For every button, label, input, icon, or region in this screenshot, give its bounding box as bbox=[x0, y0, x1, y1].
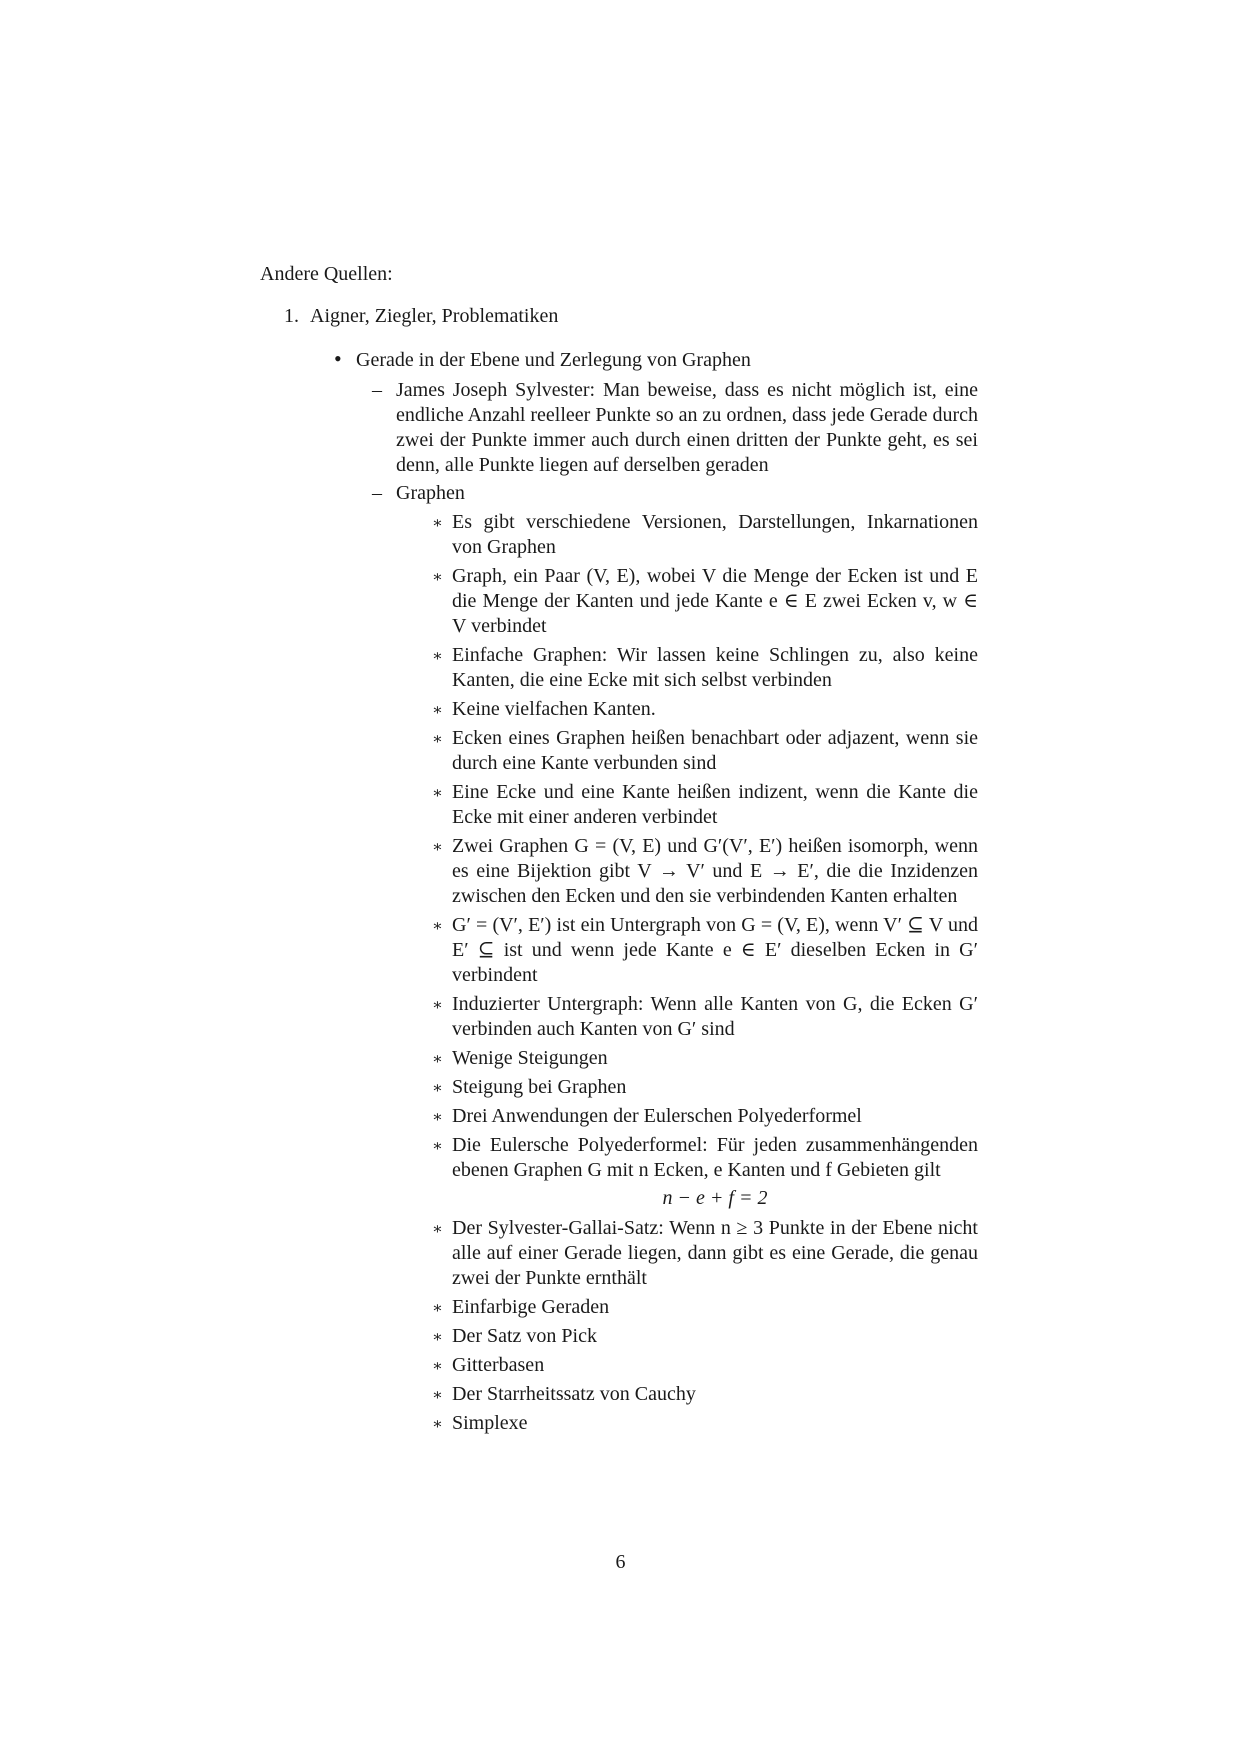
star-marker: ∗ bbox=[432, 839, 443, 856]
star-marker: ∗ bbox=[432, 702, 443, 719]
star-item-text: Induzierter Untergraph: Wenn alle Kanten von G, die Ecken G′ verbinden auch Kanten von G′ sind bbox=[452, 993, 978, 1040]
star-item-text: Es gibt verschiedene Versionen, Darstellungen, Inkarnationen von Graphen bbox=[452, 511, 978, 558]
star-item bbox=[432, 1411, 978, 1436]
star-item-text: G′ = (V′, E′) ist ein Untergraph von G = (V, E), wenn V′ ⊆ V und E′ ⊆ ist und wenn jede Kante e ∈ E′ dieselben Ecken in G′ verbindent bbox=[452, 914, 978, 986]
star-item-text: Wenige Steigungen bbox=[452, 1047, 608, 1069]
star-list bbox=[396, 510, 978, 1436]
star-item-text: Simplexe bbox=[452, 1412, 528, 1434]
star-item bbox=[432, 726, 978, 776]
star-item bbox=[432, 1353, 978, 1378]
star-item-text: Einfache Graphen: Wir lassen keine Schlingen zu, also keine Kanten, die eine Ecke mit sich selbst verbinden bbox=[452, 644, 978, 691]
star-item bbox=[432, 643, 978, 693]
star-item bbox=[432, 1075, 978, 1100]
star-item bbox=[432, 510, 978, 560]
star-item bbox=[432, 697, 978, 722]
star-marker: ∗ bbox=[432, 1109, 443, 1126]
star-marker: ∗ bbox=[432, 1080, 443, 1097]
bullet-item bbox=[334, 346, 994, 373]
star-marker: ∗ bbox=[432, 1300, 443, 1317]
star-item-text: Keine vielfachen Kanten. bbox=[452, 698, 656, 720]
star-marker: ∗ bbox=[432, 569, 443, 586]
dash-item-text: James Joseph Sylvester: Man beweise, dass es nicht möglich ist, eine endliche Anzahl reelleer Punkte so an zu ordnen, dass jede Gerade durch zwei der Punkte immer auch durch einen dritten der Punkte geht, es sei denn, alle Punkte liegen auf derselben geraden bbox=[396, 379, 978, 476]
star-item-text: Der Sylvester-Gallai-Satz: Wenn n ≥ 3 Punkte in der Ebene nicht alle auf einer Gerade liegen, dann gibt es eine Gerade, die genau zwei der Punkte ernthält bbox=[452, 1217, 978, 1289]
euler-formula: n − e + f = 2 bbox=[662, 1187, 768, 1209]
star-marker: ∗ bbox=[432, 1416, 443, 1433]
star-item bbox=[432, 1216, 978, 1291]
star-item-text: Steigung bei Graphen bbox=[452, 1076, 627, 1098]
star-item bbox=[432, 992, 978, 1042]
bullet-text: Gerade in der Ebene und Zerlegung von Graphen bbox=[356, 349, 751, 371]
star-marker: ∗ bbox=[432, 731, 443, 748]
star-item-text: Drei Anwendungen der Eulerschen Polyederformel bbox=[452, 1105, 862, 1127]
star-item bbox=[432, 1382, 978, 1407]
star-marker: ∗ bbox=[432, 1051, 443, 1068]
star-marker: ∗ bbox=[432, 1387, 443, 1404]
dash-item-text: Graphen bbox=[396, 482, 465, 504]
star-item-text: Zwei Graphen G = (V, E) und G′(V′, E′) heißen isomorph, wenn es eine Bijektion gibt V → V′ und E → E′, die die Inzidenzen zwischen den Ecken und den sie verbindenden Kanten erhalten bbox=[452, 835, 978, 907]
star-item-text: Der Satz von Pick bbox=[452, 1325, 597, 1347]
star-item bbox=[432, 1046, 978, 1071]
enum-item-1 bbox=[284, 304, 984, 329]
star-item-text: Einfarbige Geraden bbox=[452, 1296, 610, 1318]
star-marker: ∗ bbox=[432, 515, 443, 532]
enum-text: Aigner, Ziegler, Problematiken bbox=[310, 305, 559, 327]
star-item bbox=[432, 1295, 978, 1320]
star-marker: ∗ bbox=[432, 1138, 443, 1155]
star-item-text: Die Eulersche Polyederformel: Für jeden zusammenhängenden ebenen Graphen G mit n Ecken, e Kanten und f Gebieten gilt bbox=[452, 1134, 978, 1181]
page-number: 6 bbox=[615, 1551, 626, 1573]
bullet-marker: • bbox=[334, 346, 342, 371]
enum-number: 1. bbox=[284, 305, 299, 327]
star-marker: ∗ bbox=[432, 1221, 443, 1238]
star-item bbox=[432, 1133, 978, 1211]
star-item-text: Eine Ecke und eine Kante heißen indizent, wenn die Kante die Ecke mit einer anderen verbindet bbox=[452, 781, 978, 828]
star-item-text: Graph, ein Paar (V, E), wobei V die Menge der Ecken ist und E die Menge der Kanten und jede Kante e ∈ E zwei Ecken v, w ∈ V verbindet bbox=[452, 565, 978, 637]
dash-item-graphen bbox=[372, 481, 978, 1436]
star-item bbox=[432, 1104, 978, 1129]
star-item-text: Gitterbasen bbox=[452, 1354, 545, 1376]
star-item bbox=[432, 1324, 978, 1349]
star-item bbox=[432, 913, 978, 988]
star-marker: ∗ bbox=[432, 918, 443, 935]
star-item-text: Ecken eines Graphen heißen benachbart oder adjazent, wenn sie durch eine Kante verbunden sind bbox=[452, 727, 978, 774]
star-item bbox=[432, 780, 978, 830]
star-marker: ∗ bbox=[432, 785, 443, 802]
star-marker: ∗ bbox=[432, 1358, 443, 1375]
star-marker: ∗ bbox=[432, 1329, 443, 1346]
dash-marker: – bbox=[372, 379, 382, 401]
star-marker: ∗ bbox=[432, 648, 443, 665]
star-marker: ∗ bbox=[432, 997, 443, 1014]
dash-marker: – bbox=[372, 482, 382, 504]
dash-item-sylvester bbox=[372, 378, 978, 478]
dash-list bbox=[372, 378, 978, 1436]
star-item-text: Der Starrheitssatz von Cauchy bbox=[452, 1383, 696, 1405]
star-item bbox=[432, 564, 978, 639]
section-heading: Andere Quellen: bbox=[260, 263, 393, 285]
star-item bbox=[432, 834, 978, 909]
